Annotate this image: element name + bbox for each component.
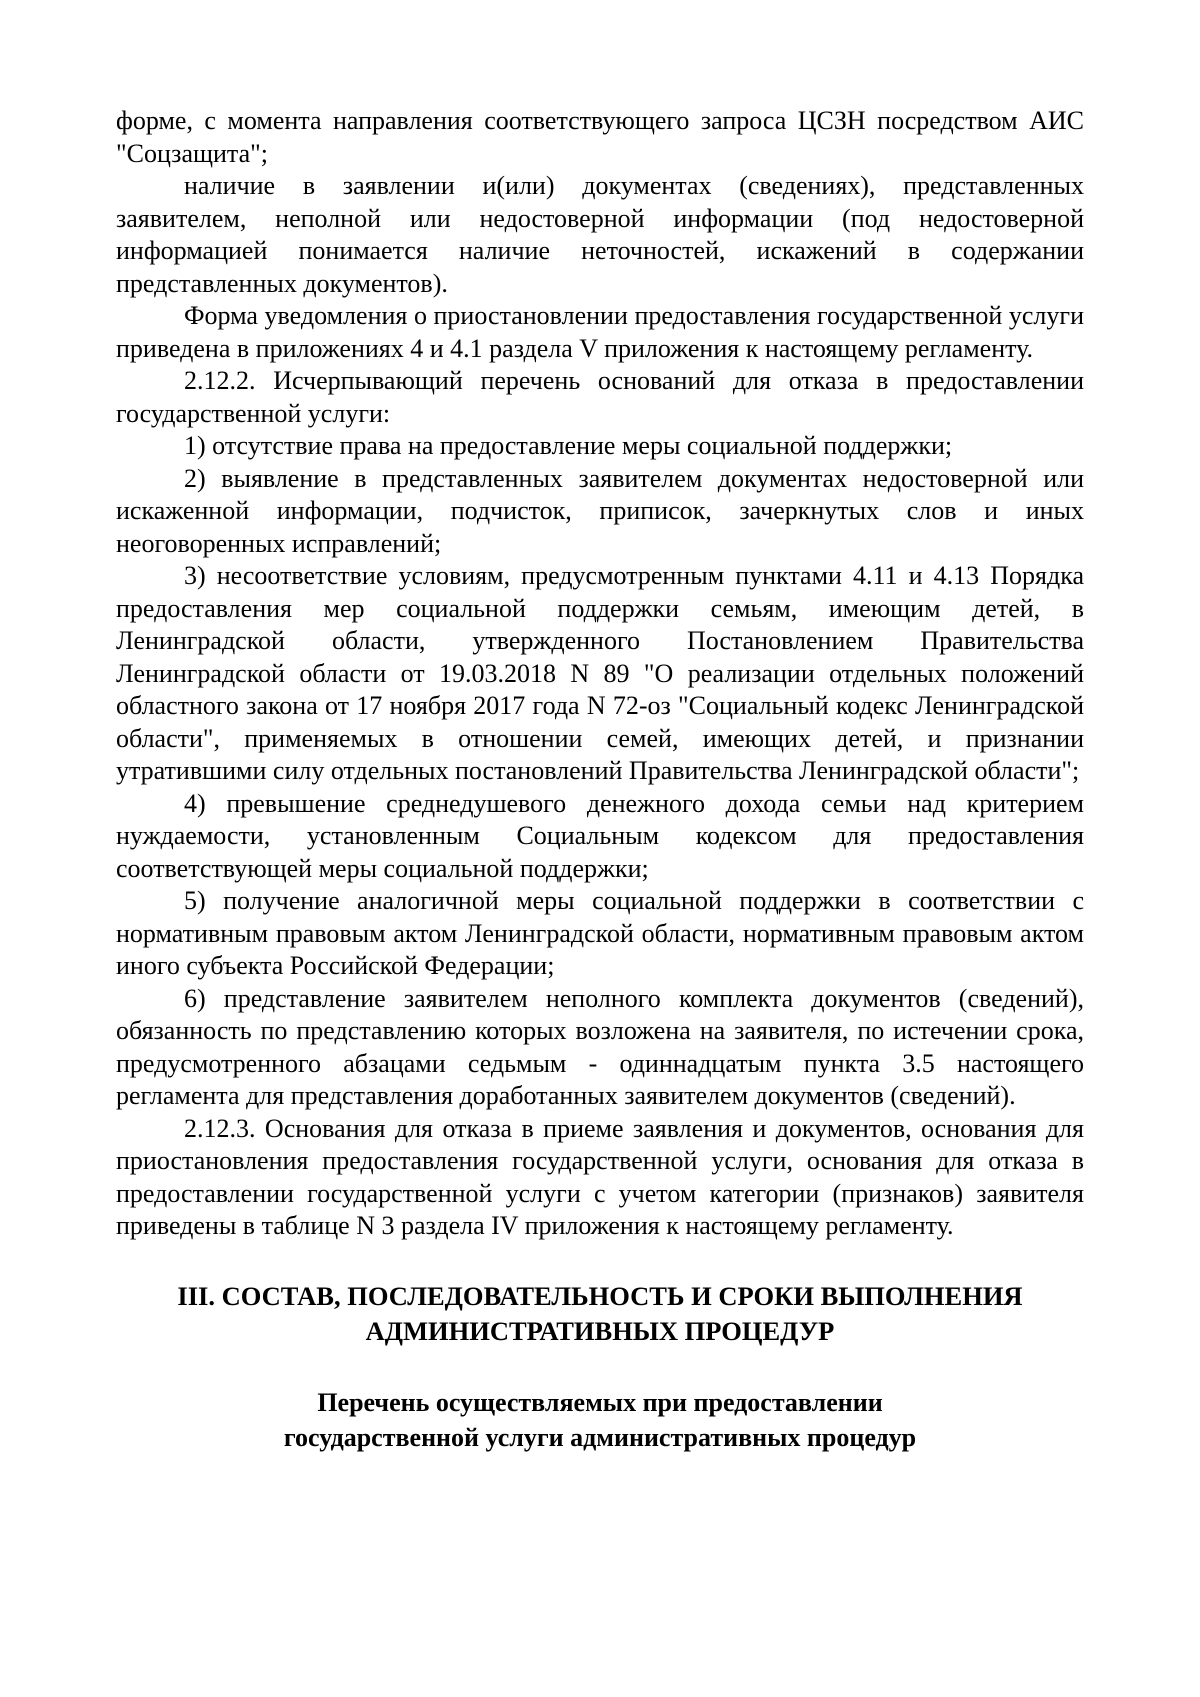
list-item-3: 3) несоответствие условиям, предусмотренным пунктами 4.11 и 4.13 Порядка предоставления мер социальной поддержки семьям, имеющим детей, в Ленинградской области, утвержденного Постановлением Правительства Ленинградской области от 19.03.2018 N 89 "О реализации отдельных положений областного закона от 17 ноября 2017 года N 72-оз "Социальный кодекс Ленинградской области", применяемых в отношении семей, имеющих детей, и признании утратившими силу отдельных постановлений Правительства Ленинградской области"; (116, 561, 1084, 785)
section-heading-line-1: III. СОСТАВ, ПОСЛЕДОВАТЕЛЬНОСТЬ И СРОКИ ВЫПОЛНЕНИЯ (177, 1280, 1023, 1311)
list-item-4: 4) превышение среднедушевого денежного дохода семьи над критерием нуждаемости, установленным Социальным кодексом для предоставления соответствующей меры социальной поддержки; (116, 788, 1084, 883)
paragraph-notice-form: Форма уведомления о приостановлении предоставления государственной услуги приведена в приложениях 4 и 4.1 раздела V приложения к настоящему регламенту. (116, 301, 1084, 363)
subheading-line-2: государственной услуги административных процедур (283, 1422, 917, 1452)
subheading (116, 1385, 1084, 1455)
paragraph-incomplete-info: наличие в заявлении и(или) документах (сведениях), представленных заявителем, неполной или недостоверной информации (под недостоверной информацией понимается наличие неточностей, искажений в содержании представленных документов). (116, 171, 1084, 298)
list-item-2: 2) выявление в представленных заявителем документах недостоверной или искаженной информации, подчисток, приписок, зачеркнутых слов и иных неоговоренных исправлений; (116, 463, 1084, 558)
document-page (116, 105, 1084, 1455)
paragraph-2-12-3: 2.12.3. Основания для отказа в приеме заявления и документов, основания для приостановления предоставления государственной услуги, основания для отказа в предоставлении государственной услуги с учетом категории (признаков) заявителя приведены в таблице N 3 раздела IV приложения к настоящему регламенту. (116, 1113, 1084, 1240)
paragraph-2-12-2: 2.12.2. Исчерпывающий перечень оснований для отказа в предоставлении государственной услуги: (116, 366, 1084, 428)
subheading-line-1: Перечень осуществляемых при предоставлении (317, 1387, 883, 1417)
list-item-5: 5) получение аналогичной меры социальной поддержки в соответствии с нормативным правовым актом Ленинградской области, нормативным правовым актом иного субъекта Российской Федерации; (116, 886, 1084, 980)
list-item-1: 1) отсутствие права на предоставление меры социальной поддержки; (184, 431, 953, 460)
list-item-6: 6) представление заявителем неполного комплекта документов (сведений), обязанность по представлению которых возложена на заявителя, по истечении срока, предусмотренного абзацами седьмым - одиннадцатым пункта 3.5 настоящего регламента для представления доработанных заявителем документов (сведений). (116, 983, 1084, 1110)
paragraph-continuation: форме, с момента направления соответствующего запроса ЦСЗН посредством АИС "Соцзащита"; (116, 106, 1084, 168)
section-heading-line-2: АДМИНИСТРАТИВНЫХ ПРОЦЕДУР (365, 1315, 835, 1346)
section-heading (116, 1279, 1084, 1349)
